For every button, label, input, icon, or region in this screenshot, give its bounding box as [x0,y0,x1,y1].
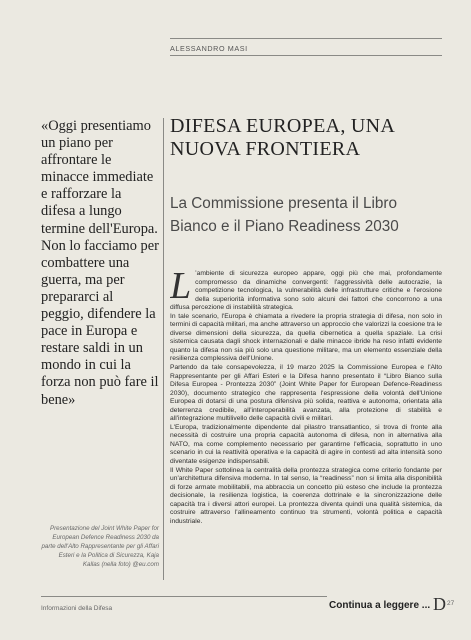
author-name: ALESSANDRO MASI [170,44,248,53]
body-paragraph: ’ambiente di sicurezza europeo appare, oggi più che mai, profondamente compromesso da dinamiche convergenti: l'aggressività delle autocrazie, la competizione tecnologica, la vulnerabilità delle infrastrutture critiche e l'erosione della superiorità informativa sono solo alcuni dei fattori che concorrono a una diffusa percezione di instabilità strategica. [170,270,442,312]
footer-divider [41,596,327,597]
article-title: DIFESA EUROPEA, UNA NUOVA FRONTIERA [170,115,395,160]
photo-caption: Presentazione del Joint White Paper for European Defence Readiness 2030 da parte dell'Alto Rappresentante per gli Affari Esteri e la Politica di Sicurezza, Kaja Kallas (nella foto) @eu.com [41,525,159,568]
publication-name: Informazioni della Difesa [41,605,113,612]
body-paragraph: Partendo da tale consapevolezza, il 19 marzo 2025 la Commissione Europea e l'Alto Rappresentante per gli Affari Esteri e la Difesa hanno presentato il “Libro Bianco sulla Difesa Europea - Prontezza 2030” (Joint White Paper for European Defence-Readiness 2030), documento strategico che rappresenta l'espressione della volontà dell'Unione Europea di dotarsi di una postura difensiva più solida, reattiva e autonoma, orientata alla deterrenza credibile, all'interoperabilità avanzata, alla protezione di stabilità e all'integrazione multilivello delle capacità civili e militari. [170,364,442,423]
top-divider [170,38,442,39]
column-divider [163,118,164,580]
body-paragraph: In tale scenario, l'Europa è chiamata a rivedere la propria strategia di difesa, non solo in termini di capacità militari, ma anche attraverso un approccio che valorizzi la coesione tra le diverse dimensioni della sicurezza, da quella cibernetica a quella spaziale. La crisi sistemica causata dagli shock internazionali e dalle minacce ibride ha reso infatti evidente quanto la difesa non sia più solo una questione militare, ma un elemento essenziale della resilienza complessiva dell'Unione. [170,312,442,363]
continue-reading-link[interactable]: Continua a leggere ... [329,600,431,611]
magazine-logo: D [433,594,446,614]
drop-cap: L [170,270,192,307]
author-divider [170,55,442,56]
body-paragraph: L'Europa, tradizionalmente dipendente dal pilastro transatlantico, si trova di fronte alla necessità di costruire una propria capacità autonoma di difesa, non in alternativa alla NATO, ma come complemento necessario per garantirne l'efficacia, soprattutto in uno scenario in cui la reattività operativa e la capacità di agire in contesti ad alta intensità sono diventate esigenze indispensabili. [170,423,442,466]
body-paragraph: Il White Paper sottolinea la centralità della prontezza strategica come criterio fondante per un'architettura difensiva moderna. In tal senso, la “readiness” non si limita alla disponibilità di forze armate mobilitabili, ma abbraccia un concetto più esteso che include la prontezza decisionale, la resilienza logistica, la coerenza dottrinale e la sincronizzazione delle capacità tra i diversi attori europei. La prontezza diventa quindi una qualità sistemica, da costruire attraverso l'allineamento continuo tra strumenti, volontà politica e capacità industriale. [170,466,442,525]
pull-quote: «Oggi presentiamo un piano per affrontare le minacce immediate e rafforzare la difesa a lungo termine dell'Europa. Non lo facciamo per combattere una guerra, ma per prepararci al peggio, difendere la pace in Europa e restare saldi in un mondo in cui la forza non può fare il bene» [41,118,159,408]
article-subtitle: La Commissione presenta il Libro Bianco e il Piano Readiness 2030 [170,195,399,235]
article-body [170,270,442,600]
page-number: 27 [447,600,455,607]
